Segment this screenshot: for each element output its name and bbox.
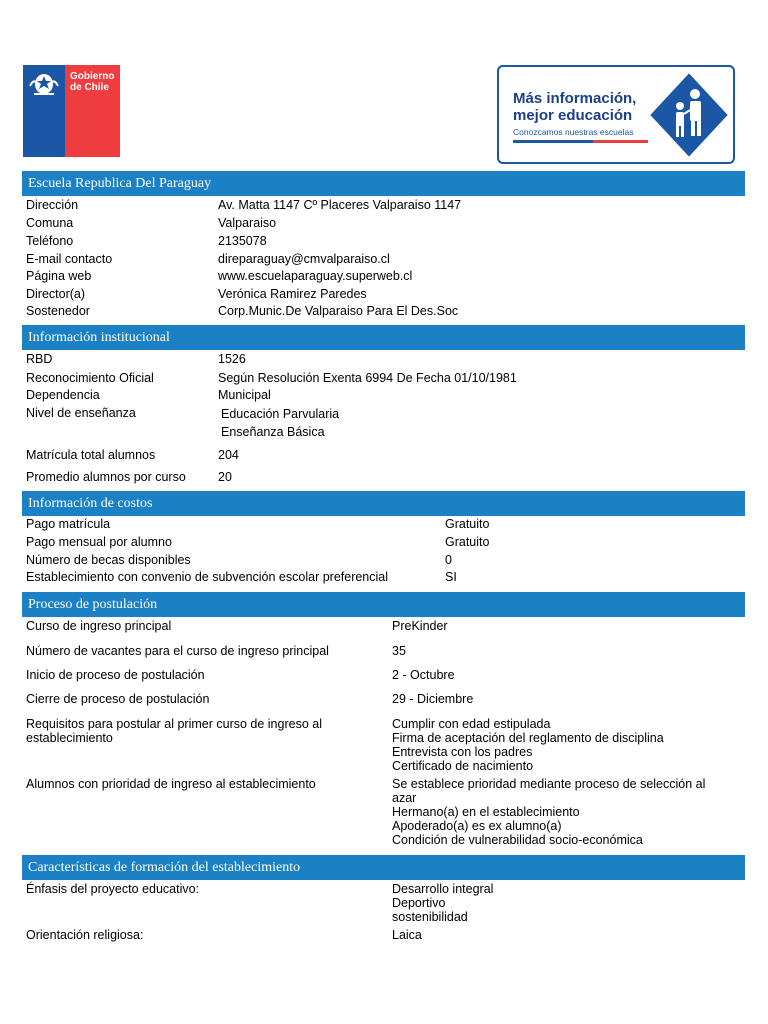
value-prioridad-5: Condición de vulnerabilidad socio-económica	[392, 833, 643, 847]
value-nivel-2: Enseñanza Básica	[221, 425, 325, 439]
label-requisitos-1: Requisitos para postular al primer curso de ingreso al	[26, 717, 322, 731]
value-sostenedor: Corp.Munic.De Valparaiso Para El Des.Soc	[218, 304, 459, 318]
label-promedio: Promedio alumnos por curso	[26, 470, 186, 484]
label-direccion: Dirección	[26, 198, 79, 212]
value-requisito-3: Entrevista con los padres	[392, 745, 533, 759]
value-prioridad-4: Apoderado(a) es ex alumno(a)	[392, 819, 562, 833]
label-reconocimiento: Reconocimiento Oficial	[26, 371, 154, 385]
label-dependencia: Dependencia	[26, 388, 100, 402]
label-nivel: Nivel de enseñanza	[26, 406, 136, 420]
value-pagina-web: www.escuelaparaguay.superweb.cl	[218, 269, 413, 283]
chile-coat-of-arms-icon	[26, 68, 62, 98]
label-becas: Número de becas disponibles	[26, 553, 191, 567]
label-cierre: Cierre de proceso de postulación	[26, 692, 210, 706]
section-header-postulacion: Proceso de postulación	[22, 592, 745, 617]
value-enfasis-1: Desarrollo integral	[392, 882, 494, 896]
value-telefono: 2135078	[218, 234, 267, 248]
label-orientacion: Orientación religiosa:	[26, 928, 144, 942]
value-direccion: Av. Matta 1147 Cº Placeres Valparaiso 1147	[218, 198, 462, 212]
label-prioridad: Alumnos con prioridad de ingreso al establecimiento	[26, 777, 316, 791]
value-vacantes: 35	[392, 644, 406, 658]
school-crossing-sign-icon	[647, 70, 731, 160]
value-director: Verónica Ramirez Paredes	[218, 287, 367, 301]
value-enfasis-3: sostenibilidad	[392, 910, 468, 924]
label-requisitos-2: establecimiento	[26, 731, 113, 745]
label-telefono: Teléfono	[26, 234, 74, 248]
label-sep: Establecimiento con convenio de subvención escolar preferencial	[26, 570, 389, 584]
section-header-school: Escuela Republica Del Paraguay	[22, 171, 745, 196]
value-reconocimiento: Según Resolución Exenta 6994 De Fecha 01/10/1981	[218, 371, 517, 385]
label-rbd: RBD	[26, 352, 53, 366]
label-director: Director(a)	[26, 287, 86, 301]
mas-title: Más información, mejor educación	[513, 90, 637, 124]
value-pago-mensual: Gratuito	[445, 535, 490, 549]
gobierno-de-chile-logo	[23, 65, 120, 157]
value-requisito-4: Certificado de nacimiento	[392, 759, 534, 773]
value-becas: 0	[445, 553, 452, 567]
label-curso-ingreso: Curso de ingreso principal	[26, 619, 172, 633]
label-pago-matricula: Pago matrícula	[26, 517, 111, 531]
value-dependencia: Municipal	[218, 388, 271, 402]
value-enfasis-2: Deportivo	[392, 896, 446, 910]
label-sostenedor: Sostenedor	[26, 304, 90, 318]
value-nivel-1: Educación Parvularia	[221, 407, 340, 421]
mas-informacion-logo	[497, 65, 735, 164]
value-prioridad-1: Se establece prioridad mediante proceso de selección al	[392, 777, 706, 791]
section-header-costos: Información de costos	[22, 491, 745, 516]
gobierno-label: Gobierno de Chile	[70, 71, 115, 93]
label-inicio: Inicio de proceso de postulación	[26, 668, 205, 682]
value-inicio: 2 - Octubre	[392, 668, 455, 682]
value-curso-ingreso: PreKinder	[392, 619, 448, 633]
label-enfasis: Énfasis del proyecto educativo:	[26, 882, 200, 896]
section-header-formacion: Características de formación del establecimiento	[22, 855, 745, 880]
value-cierre: 29 - Diciembre	[392, 692, 474, 706]
value-orientacion: Laica	[392, 928, 422, 942]
label-vacantes: Número de vacantes para el curso de ingreso principal	[26, 644, 329, 658]
value-sep: SI	[445, 570, 457, 584]
mas-tagline: Conozcamos nuestras escuelas	[513, 127, 634, 137]
value-email: direparaguay@cmvalparaiso.cl	[218, 252, 390, 266]
value-pago-matricula: Gratuito	[445, 517, 490, 531]
label-matricula: Matrícula total alumnos	[26, 448, 156, 462]
label-pagina-web: Página web	[26, 269, 92, 283]
value-rbd: 1526	[218, 352, 246, 366]
value-requisito-1: Cumplir con edad estipulada	[392, 717, 551, 731]
value-prioridad-3: Hermano(a) en el establecimiento	[392, 805, 580, 819]
label-pago-mensual: Pago mensual por alumno	[26, 535, 172, 549]
label-email: E-mail contacto	[26, 252, 113, 266]
value-matricula: 204	[218, 448, 239, 462]
value-promedio: 20	[218, 470, 232, 484]
value-requisito-2: Firma de aceptación del reglamento de disciplina	[392, 731, 664, 745]
section-header-institucional: Información institucional	[22, 325, 745, 350]
value-prioridad-2: azar	[392, 791, 417, 805]
label-comuna: Comuna	[26, 216, 74, 230]
value-comuna: Valparaiso	[218, 216, 277, 230]
